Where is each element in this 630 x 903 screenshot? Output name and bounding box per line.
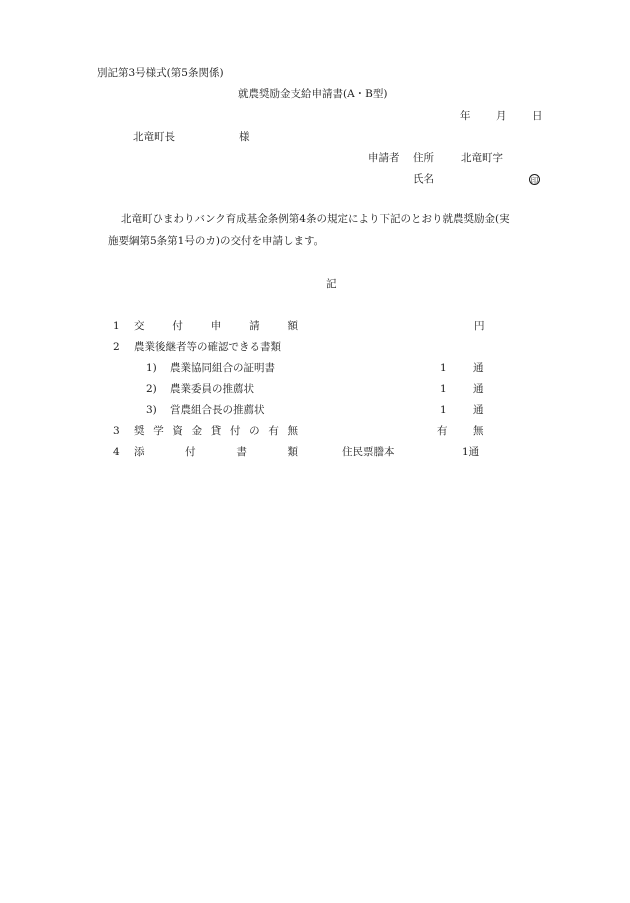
item-1-char: 申 [210, 320, 222, 332]
item-3-no: 無 [473, 425, 484, 437]
item-1-number: 1 [113, 320, 120, 332]
honorific: 様 [239, 131, 250, 143]
item-3-char: 金 [191, 425, 203, 437]
doc-1-unit: 通 [473, 362, 484, 374]
form-label: 別記第3号様式(第5条関係) [97, 67, 224, 79]
doc-2-count: 1 [440, 383, 447, 395]
item-3-char: 無 [287, 425, 298, 437]
doc-1-count: 1 [440, 362, 447, 374]
item-3-yes: 有 [437, 425, 448, 437]
item-4-count: 1通 [462, 446, 480, 458]
doc-2-label: 農業委員の推薦状 [170, 383, 254, 395]
applicant-label: 申請者 [368, 152, 400, 164]
item-3-char: 有 [268, 425, 279, 437]
document-title: 就農奨励金支給申請書(A・B型) [238, 88, 388, 100]
seal-icon: 印 [530, 176, 539, 185]
item-4-char: 類 [287, 446, 298, 458]
item-3-number: 3 [113, 425, 120, 437]
addressee: 北竜町長 [133, 131, 175, 143]
item-2-number: 2 [113, 341, 120, 353]
item-4-number: 4 [113, 446, 120, 458]
seal-mark [529, 174, 540, 186]
item-3-char: 貸 [210, 425, 222, 437]
doc-2-unit: 通 [473, 383, 484, 395]
item-1-char: 額 [287, 320, 298, 332]
name-label: 氏名 [413, 173, 434, 185]
body-line-2: 施要綱第5条第1号のカ)の交付を申請します。 [108, 235, 325, 247]
date-month-label: 月 [496, 110, 507, 122]
item-4-label [134, 447, 298, 458]
address-value: 北竜町字 [461, 152, 503, 164]
item-1-char: 交 [134, 320, 145, 332]
address-label: 住所 [413, 152, 434, 164]
item-4-char: 添 [134, 446, 145, 458]
ki-heading: 記 [326, 278, 337, 290]
item-3-char: の [249, 425, 260, 437]
item-3-char: 資 [172, 425, 183, 437]
item-1-unit: 円 [474, 320, 485, 332]
item-1-char: 付 [172, 320, 183, 332]
item-3-char: 学 [153, 425, 164, 437]
body-line-1: 北竜町ひまわりバンク育成基金条例第4条の規定により下記のとおり就農奨励金(実 [121, 213, 510, 225]
item-3-label [134, 426, 298, 437]
item-3-char: 奨 [134, 425, 145, 437]
date-day-label: 日 [532, 110, 543, 122]
doc-2-number: 2) [146, 383, 157, 395]
item-1-label [134, 321, 298, 332]
doc-3-count: 1 [440, 404, 447, 416]
item-2-label: 農業後継者等の確認できる書類 [134, 341, 281, 353]
doc-3-label: 営農組合長の推薦状 [170, 404, 265, 416]
item-3-char: 付 [229, 425, 241, 437]
doc-1-label: 農業協同組合の証明書 [170, 362, 275, 374]
doc-3-number: 3) [146, 404, 157, 416]
item-1-char: 請 [249, 320, 260, 332]
item-4-char: 書 [236, 446, 247, 458]
item-4-char: 付 [185, 446, 196, 458]
date-year-label: 年 [460, 110, 471, 122]
doc-1-number: 1) [146, 362, 157, 374]
doc-3-unit: 通 [473, 404, 484, 416]
item-4-value: 住民票謄本 [342, 446, 395, 458]
